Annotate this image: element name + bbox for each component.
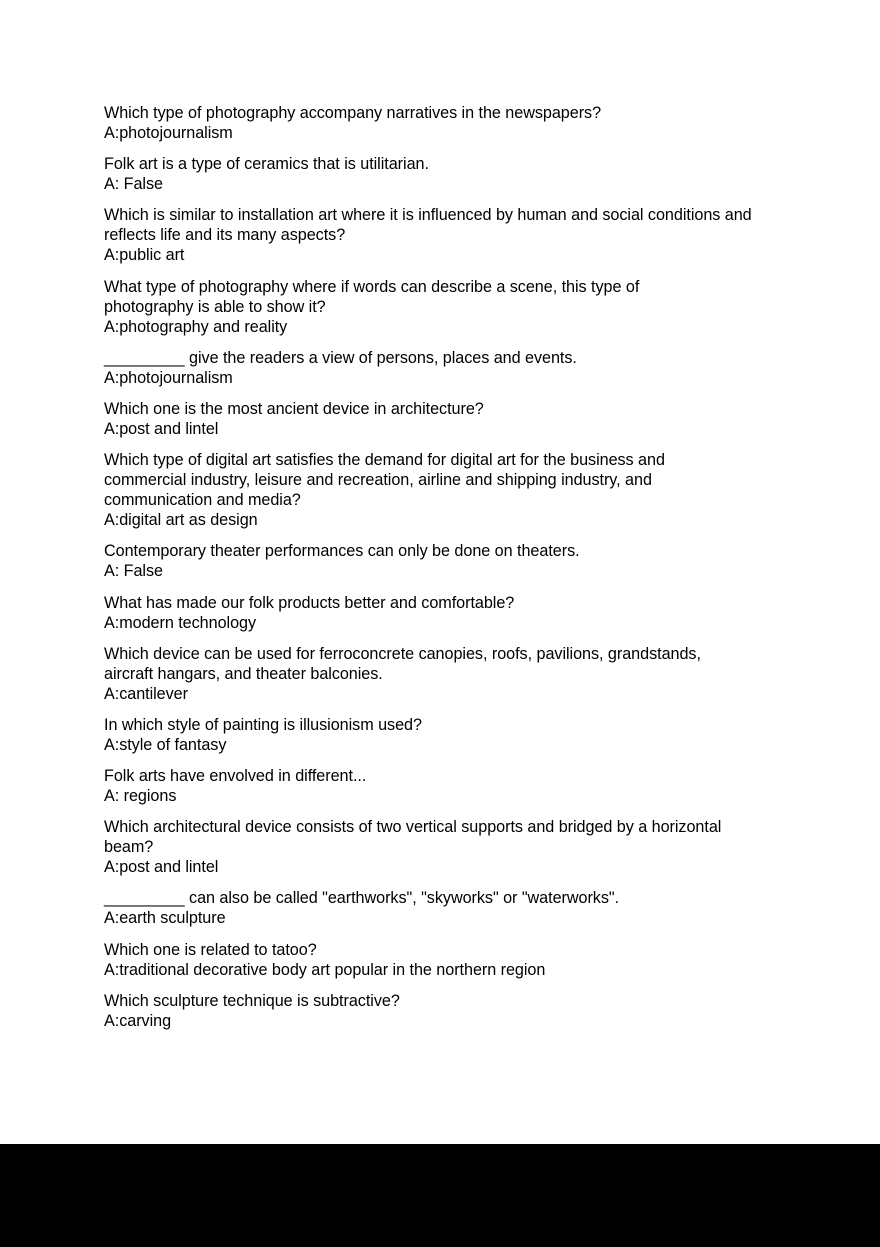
question-text: Which device can be used for ferroconcrete canopies, roofs, pavilions, grandstands, aircraft hangars, and theater balconies. [104, 644, 701, 683]
qa-item [104, 103, 774, 143]
answer-text: A:post and lintel [104, 419, 219, 438]
answer-text: A:photojournalism [104, 124, 233, 142]
question-text: _________ give the readers a view of persons, places and events. [104, 348, 577, 367]
question-text: Which one is related to tatoo? [104, 940, 317, 959]
qa-item [104, 277, 774, 337]
question-text: What type of photography where if words can describe a scene, this type of photography is able to show it? [104, 277, 640, 316]
qa-item [104, 715, 774, 755]
qa-item [104, 593, 774, 633]
answer-text: A:post and lintel [104, 858, 219, 877]
question-text: What has made our folk products better and comfortable? [104, 593, 515, 612]
question-text: Which architectural device consists of two vertical supports and bridged by a horizontal beam? [104, 818, 722, 857]
qa-item [104, 205, 774, 265]
answer-text: A:photography and reality [104, 317, 288, 336]
qa-item [104, 991, 774, 1031]
question-text: Which is similar to installation art where it is influenced by human and social conditions and reflects life and its many aspects? [104, 206, 752, 245]
qa-item [104, 154, 774, 194]
question-text: Contemporary theater performances can only be done on theaters. [104, 542, 580, 561]
qa-item [104, 541, 774, 581]
answer-text: A:earth sculpture [104, 909, 226, 928]
qa-item [104, 399, 774, 439]
qa-item [104, 644, 774, 704]
qa-item [104, 348, 774, 388]
question-text: Folk arts have envolved in different... [104, 767, 367, 786]
answer-text: A:modern technology [104, 613, 257, 632]
qa-item [104, 940, 774, 980]
question-text: Which sculpture technique is subtractive? [104, 991, 400, 1010]
answer-text: A: False [104, 562, 163, 581]
answer-text: A:traditional decorative body art popular in the northern region [104, 960, 546, 979]
question-text: Which one is the most ancient device in architecture? [104, 399, 484, 418]
qa-item [104, 817, 774, 877]
answer-text: A: False [104, 175, 163, 194]
qa-item [104, 766, 774, 806]
question-text: Which type of photography accompany narratives in the newspapers? [104, 104, 602, 122]
answer-text: A:cantilever [104, 684, 188, 703]
question-text: _________ can also be called "earthworks", "skyworks" or "waterworks". [104, 889, 620, 908]
qa-list [104, 103, 774, 1042]
answer-text: A:photojournalism [104, 368, 233, 387]
answer-text: A:digital art as design [104, 511, 258, 530]
qa-item [104, 888, 774, 928]
question-text: Which type of digital art satisfies the demand for digital art for the business and commercial industry, leisure and recreation, airline and shipping industry, and communication and media? [104, 451, 665, 510]
answer-text: A:carving [104, 1011, 172, 1030]
answer-text: A:style of fantasy [104, 735, 227, 754]
question-text: In which style of painting is illusionism used? [104, 715, 422, 734]
question-text: Folk art is a type of ceramics that is utilitarian. [104, 155, 429, 174]
answer-text: A:public art [104, 246, 185, 265]
bottom-black-bar [0, 1144, 880, 1247]
answer-text: A: regions [104, 787, 177, 806]
qa-item [104, 450, 774, 530]
